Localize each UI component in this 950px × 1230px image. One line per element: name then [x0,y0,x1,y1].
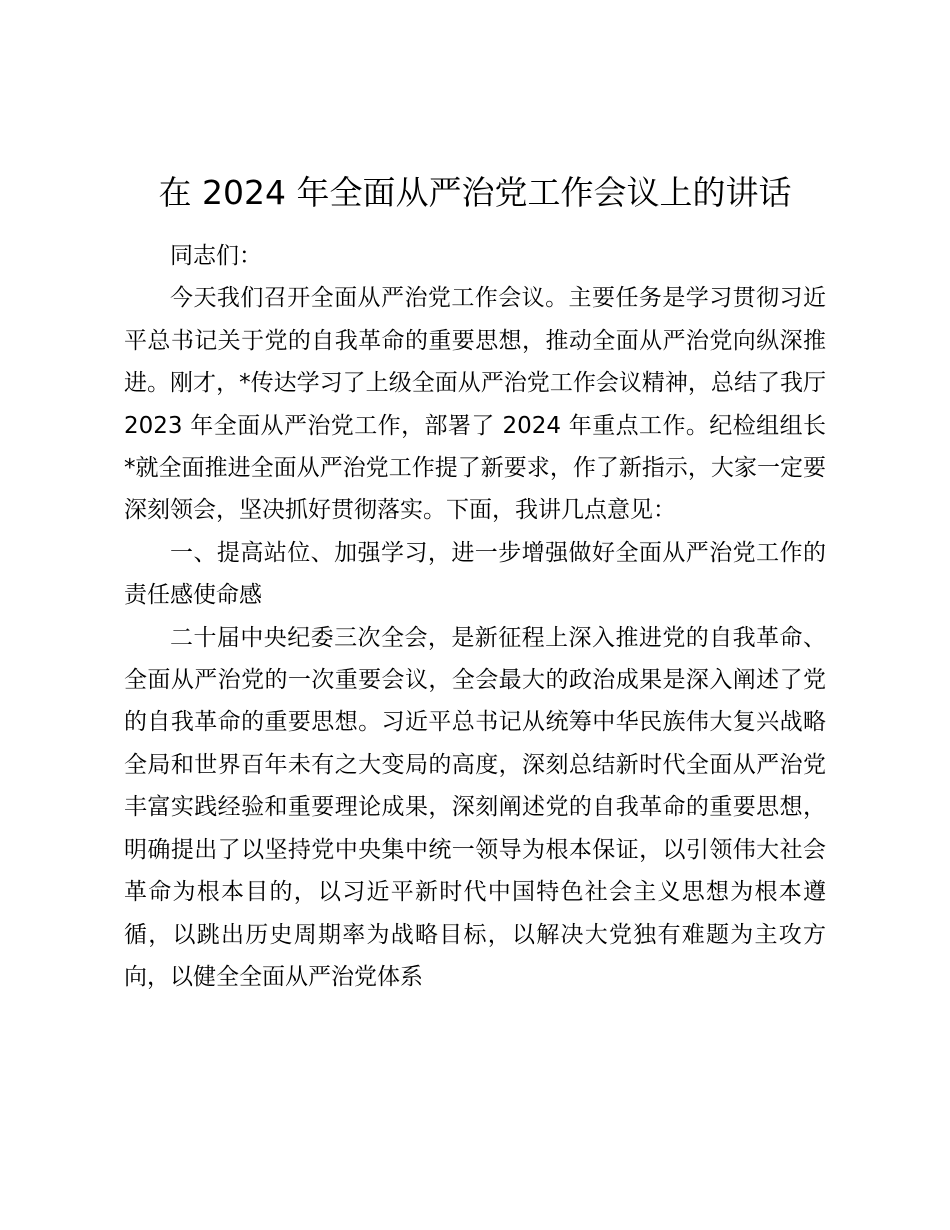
section-heading-1: 一、提高站位、加强学习，进一步增强做好全面从严治党工作的责任感使命感 [124,539,826,609]
paragraph-intro: 今天我们召开全面从严治党工作会议。主要任务是学习贯彻习近平总书记关于党的自我革命的重要思想，推动全面从严治党向纵深推进。刚才，*传达学习了上级全面从严治党工作会议精神，总结了我厅 2023 年全面从严治党工作，部署了 2024 年重点工作。纪检组组长*就全面推进全面从严治党工作提了新要求，作了新指示，大家一定要深刻领会，坚决抓好贯彻落实。下面，我讲几点意见： [124,285,826,524]
paragraph-section-1: 二十届中央纪委三次全会，是新征程上深入推进党的自我革命、全面从严治党的一次重要会议，全会最大的政治成果是深入阐述了党的自我革命的重要思想。习近平总书记从统筹中华民族伟大复兴战略全局和世界百年未有之大变局的高度，深刻总结新时代全面从严治党丰富实践经验和重要理论成果，深刻阐述党的自我革命的重要思想，明确提出了以坚持党中央集中统一领导为根本保证，以引领伟大社会革命为根本目的，以习近平新时代中国特色社会主义思想为根本遵循，以跳出历史周期率为战略目标，以解决大党独有难题为主攻方向，以健全全面从严治党体系 [124,624,826,990]
document-body [124,235,826,998]
document-title: 在 2024 年全面从严治党工作会议上的讲话 [158,173,792,212]
salutation: 同志们： [170,243,262,269]
